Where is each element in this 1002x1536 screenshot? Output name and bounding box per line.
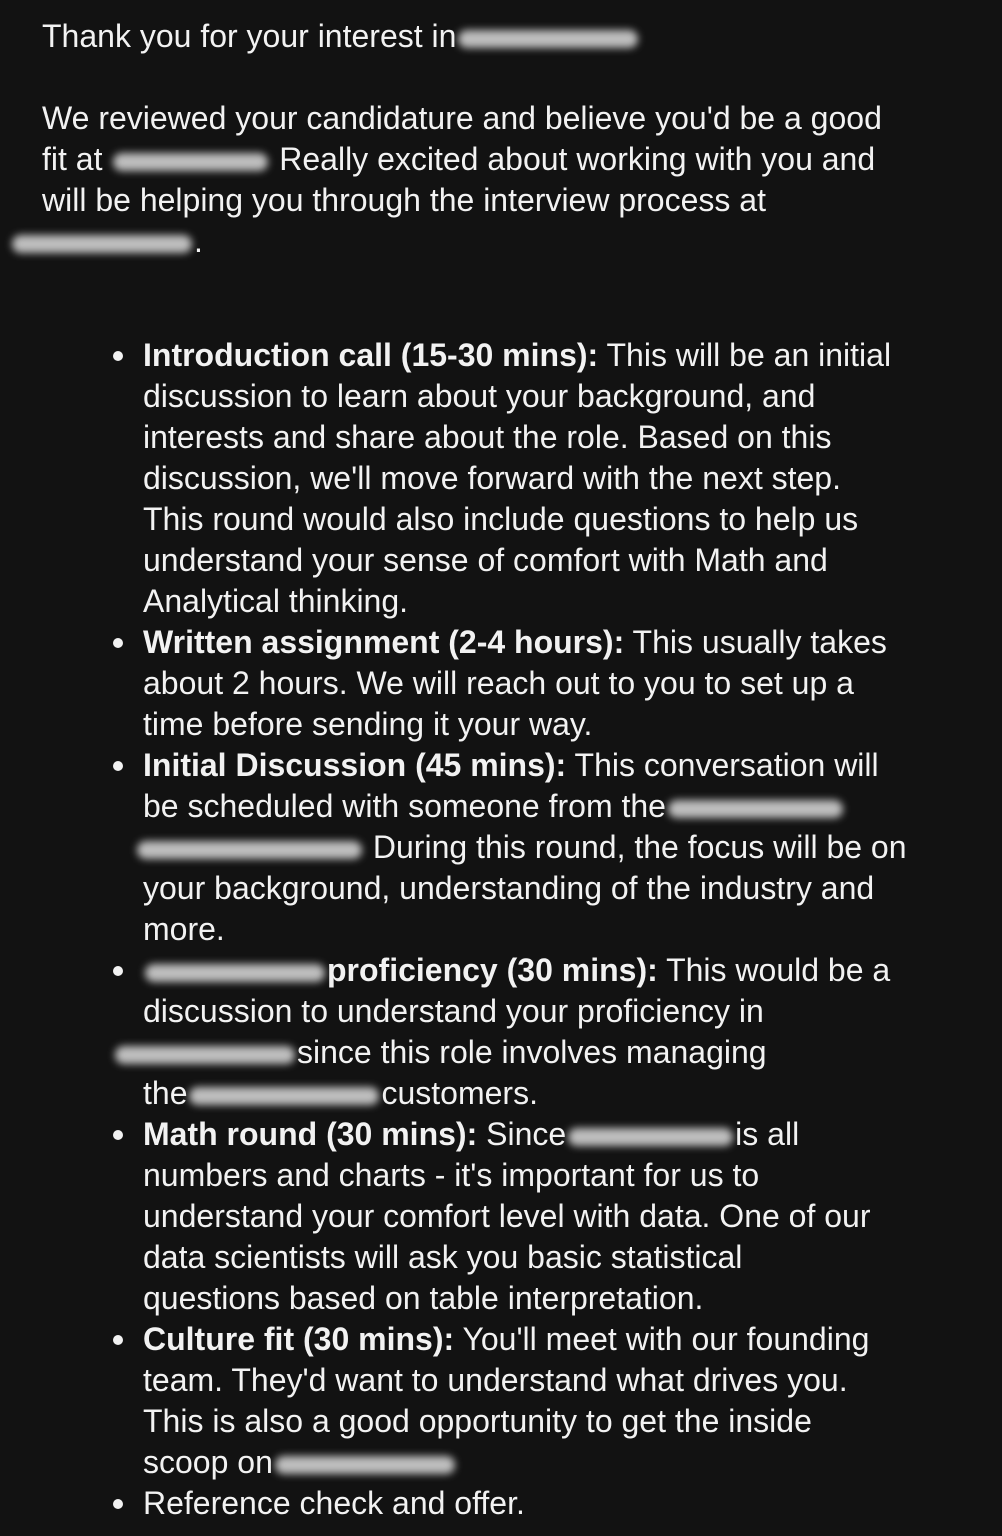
step-text: discussion to understand your proficiency in bbox=[143, 993, 764, 1029]
step-text: understand your sense of comfort with Math and bbox=[143, 542, 828, 578]
redacted-skill-name bbox=[115, 1046, 295, 1064]
intro-paragraph bbox=[42, 98, 972, 262]
redacted-customer-type bbox=[189, 1087, 379, 1105]
intro-line-3: will be helping you through the interview process at bbox=[42, 182, 766, 218]
step-line bbox=[143, 622, 973, 663]
step-text: more. bbox=[143, 911, 225, 947]
list-item bbox=[143, 1114, 973, 1319]
step-line bbox=[143, 335, 973, 376]
step-text: You'll meet with our founding bbox=[462, 1321, 870, 1357]
list-item bbox=[143, 622, 973, 745]
step-line bbox=[143, 786, 973, 827]
step-text: Analytical thinking. bbox=[143, 583, 409, 619]
list-item bbox=[143, 950, 973, 1114]
step-text: questions based on table interpretation. bbox=[143, 1280, 704, 1316]
step-title: Culture fit (30 mins): bbox=[143, 1321, 455, 1357]
step-text: the bbox=[143, 1075, 188, 1111]
greeting-text: Thank you for your interest in bbox=[42, 18, 457, 54]
step-line bbox=[143, 1442, 973, 1483]
step-text: This usually takes bbox=[632, 624, 887, 660]
redacted-company-name bbox=[568, 1128, 733, 1146]
step-title: proficiency (30 mins): bbox=[327, 952, 658, 988]
greeting-paragraph bbox=[42, 16, 972, 57]
intro-line-4 bbox=[10, 221, 972, 262]
intro-line-2-start: fit at bbox=[42, 141, 103, 177]
step-title: Initial Discussion (45 mins): bbox=[143, 747, 567, 783]
step-text: numbers and charts - it's important for us to bbox=[143, 1157, 760, 1193]
step-text: customers. bbox=[381, 1075, 538, 1111]
step-text: discussion, we'll move forward with the next step. bbox=[143, 460, 841, 496]
step-line bbox=[143, 1114, 973, 1155]
redacted-team-name bbox=[668, 800, 843, 818]
step-title: Written assignment (2-4 hours): bbox=[143, 624, 625, 660]
list-item bbox=[143, 1319, 973, 1483]
list-item bbox=[143, 745, 973, 950]
step-text: interests and share about the role. Based on this bbox=[143, 419, 832, 455]
step-text: team. They'd want to understand what drives you. bbox=[143, 1362, 848, 1398]
intro-line-4-period: . bbox=[194, 223, 203, 259]
step-text: This will be an initial bbox=[606, 337, 892, 373]
redacted-company-name bbox=[113, 153, 268, 171]
step-text: since this role involves managing bbox=[297, 1034, 767, 1070]
step-line bbox=[143, 827, 973, 868]
step-line bbox=[143, 1319, 973, 1360]
step-text: This would be a bbox=[666, 952, 891, 988]
step-text: Since bbox=[486, 1116, 567, 1152]
intro-line-2 bbox=[42, 139, 972, 180]
list-item bbox=[143, 1483, 973, 1524]
step-text: During this round, the focus will be on bbox=[372, 829, 907, 865]
step-title: Introduction call (15-30 mins): bbox=[143, 337, 599, 373]
step-text: your background, understanding of the industry and bbox=[143, 870, 875, 906]
step-text: This is also a good opportunity to get the inside bbox=[143, 1403, 812, 1439]
step-text: time before sending it your way. bbox=[143, 706, 593, 742]
list-item bbox=[143, 335, 973, 622]
step-text: discussion to learn about your background, and bbox=[143, 378, 816, 414]
step-text: about 2 hours. We will reach out to you to set up a bbox=[143, 665, 854, 701]
redacted-team-name bbox=[137, 841, 362, 859]
email-body bbox=[42, 16, 972, 262]
step-text: Reference check and offer. bbox=[143, 1485, 525, 1521]
step-title: Math round (30 mins): bbox=[143, 1116, 478, 1152]
step-text: is all bbox=[735, 1116, 800, 1152]
step-text: scoop on bbox=[143, 1444, 273, 1480]
step-text: This round would also include questions to help us bbox=[143, 501, 859, 537]
step-text: data scientists will ask you basic statistical bbox=[143, 1239, 743, 1275]
step-text: This conversation will bbox=[574, 747, 879, 783]
step-text: be scheduled with someone from the bbox=[143, 788, 666, 824]
interview-steps-list bbox=[143, 335, 973, 1524]
redacted-company-name bbox=[12, 235, 192, 253]
step-line bbox=[143, 1032, 973, 1073]
intro-line-2-end: Really excited about working with you and bbox=[279, 141, 876, 177]
step-line bbox=[143, 745, 973, 786]
redacted-skill-name bbox=[145, 964, 325, 982]
redacted-company-name bbox=[275, 1456, 455, 1474]
step-line bbox=[143, 1073, 973, 1114]
redacted-company-name bbox=[458, 30, 638, 48]
step-line bbox=[143, 950, 973, 991]
intro-line-1: We reviewed your candidature and believe you'd be a good bbox=[42, 100, 882, 136]
step-text: understand your comfort level with data. One of our bbox=[143, 1198, 871, 1234]
